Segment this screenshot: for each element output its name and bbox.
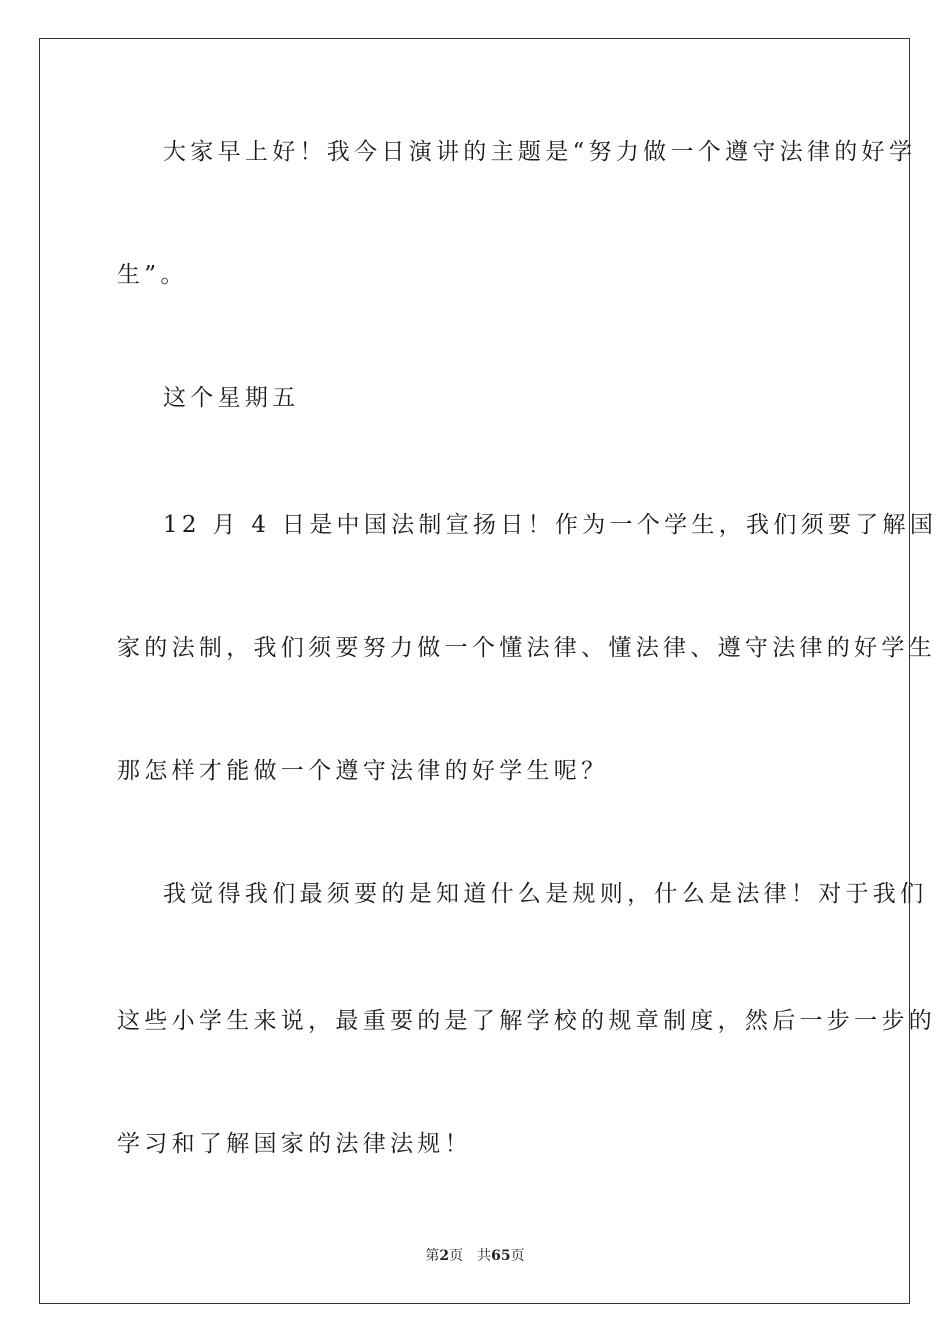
total-pages: 65 bbox=[491, 1248, 511, 1264]
page-footer bbox=[0, 1247, 950, 1265]
page-suffix: 页 bbox=[449, 1248, 464, 1264]
paragraph-law-day-line-1: 12 月 4 日是中国法制宣扬日！作为一个学生，我们须要了解国 bbox=[163, 512, 938, 538]
page-prefix: 第 bbox=[425, 1248, 440, 1264]
paragraph-law-day-line-2: 家的法制，我们须要努力做一个懂法律、懂法律、遵守法律的好学生 bbox=[117, 635, 936, 661]
paragraph-question: 那怎样才能做一个遵守法律的好学生呢？ bbox=[117, 758, 609, 784]
paragraph-rules-line-1: 我觉得我们最须要的是知道什么是规则，什么是法律！对于我们 bbox=[163, 881, 928, 907]
paragraph-greeting-line-1: 大家早上好！我今日演讲的主题是“努力做一个遵守法律的好学 bbox=[163, 139, 917, 165]
total-prefix: 共 bbox=[477, 1248, 492, 1264]
paragraph-greeting-line-2: 生”。 bbox=[117, 262, 188, 288]
paragraph-friday: 这个星期五 bbox=[163, 385, 300, 411]
paragraph-rules-line-2: 这些小学生来说，最重要的是了解学校的规章制度，然后一步一步的 bbox=[117, 1008, 936, 1034]
page-number: 2 bbox=[439, 1248, 450, 1264]
total-suffix: 页 bbox=[510, 1248, 525, 1264]
page-border bbox=[39, 38, 938, 1304]
paragraph-rules-line-3: 学习和了解国家的法律法规！ bbox=[117, 1131, 472, 1157]
